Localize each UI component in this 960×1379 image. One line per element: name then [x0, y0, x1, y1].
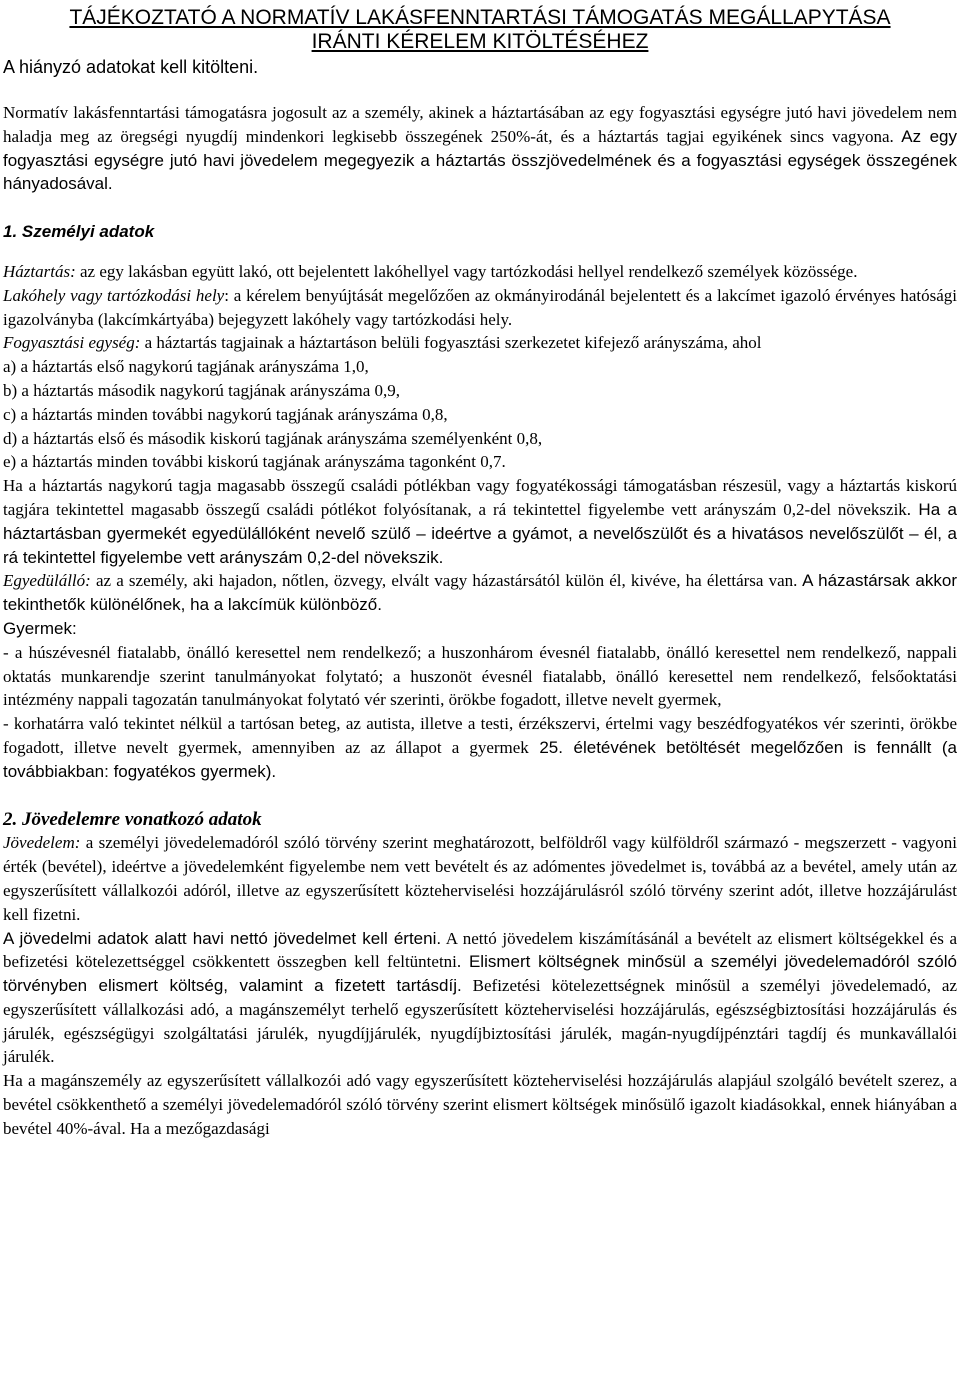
hazt-definition [3, 260, 957, 284]
jov-p3b: Ha a mezőgazdasági [125, 1118, 270, 1138]
jov-p3a: Ha a magánszemély az egyszerűsített vállalkozói adó vagy egyszerűsített közteherviselési hozzájárulás alapjául szolgáló bevételt szerez, a bevétel csökkenthető a személyi jövedelemadóról szóló törvény szerint elismert költségek minősülő igazolt kiadásokkal, ennek hiányában a bevétel 40%-ával. [3, 1071, 957, 1138]
egyed-text-2: A házastársak akkor tekinthetők különélőnek, ha a lakcímük különböző. [3, 571, 957, 615]
jov-paragraph-3 [3, 1069, 957, 1140]
jov-definition [3, 831, 957, 926]
fogy-list-item: a) a háztartás első nagykorú tagjának arányszáma 1,0, [3, 357, 369, 377]
jov-term: Jövedelem: [3, 833, 81, 853]
lakohely-term: Lakóhely vagy tartózkodási hely [3, 285, 225, 305]
hazt-text: az egy lakásban együtt lakó, ott bejelentett lakóhellyel vagy tartózkodási hellyel rendelkező személyek közössége. [75, 261, 858, 281]
egyed-text: az a személy, aki hajadon, nőtlen, özvegy, elvált vagy házastársától külön él, kivéve, ha élettársa van. [90, 571, 798, 591]
section-1-heading: 1. Személyi adatok [3, 222, 155, 242]
spacer [3, 244, 957, 260]
fogy-list-item: e) a háztartás minden további kiskorú tagjának arányszáma tagonként 0,7. [3, 452, 506, 472]
document-body [3, 101, 957, 1141]
intro-paragraph [3, 101, 957, 196]
intro-text-2: Az egy fogyasztási egységre jutó havi jövedelem megegyezik a háztartás összjövedelmének és a fogyasztási egységek összegének hányadosával. [3, 126, 957, 194]
fogy-extra-2: Ha a háztartásban gyermekét egyedülállóként nevelő szülő – ideértve a gyámot, a nevelőszülőt és a hivatásos nevelőszülőt – él, a rá tekintettel figyelembe vett arányszám 0,2-del növekszik. [3, 499, 957, 567]
gyermek-item-1: - a húszévesnél fiatalabb, önálló keresettel nem rendelkező; a huszonhárom évesnél fiatalabb, önálló keresettel nem rendelkező, nappali oktatás munkarendje szerint tanulmányokat folytató; a huszonöt évesnél fiatalabb, önálló keresettel nem rendelkező, felsőoktatási intézmény nappali tagozatán tanulmányokat folytató vér szerinti, örökbe fogadott, illetve nevelt gyermek, [3, 642, 957, 710]
lakohely-text: : a kérelem benyújtását megelőzően az okmányirodánál bejelentett és a lakcímet igazoló érvényes hatósági igazolványba (lakcímkártyába) bejegyzett lakóhely vagy tartózkodási hely. [3, 285, 957, 329]
fogy-extra-1: Ha a háztartás nagykorú tagja magasabb összegű családi pótlékban vagy fogyatékossági támogatásban részesül, vagy a háztartás kiskorú tagjára tekintettel magasabb összegű családi pótlékot folyósítanak, a rá tekintettel figyelembe vett arányszám 0,2-del növekszik. [3, 476, 957, 519]
gyermek-item-2b: 25. életévének betöltését megelőzően is fennállt (a továbbiakban: fogyatékos gyermek). [3, 737, 957, 781]
fogy-term: Fogyasztási egység: [3, 333, 141, 353]
egyed-term: Egyedülálló: [3, 571, 91, 591]
jov-paragraph-2 [3, 927, 957, 1070]
fogy-extra-paragraph [3, 474, 957, 569]
document-title [3, 6, 957, 54]
fogy-definition [3, 331, 957, 355]
gyermek-label: Gyermek: [3, 618, 77, 638]
fogy-list-item: c) a háztartás minden további nagykorú tagjának arányszáma 0,8, [3, 404, 448, 424]
hazt-term: Háztartás: [3, 261, 76, 281]
jov-p2c: Elismert költségnek minősül a személyi jövedelemadóról szóló törvényben elismert költség, valamint a fizetett tartásdíj. [3, 952, 957, 996]
fogy-list-item: d) a háztartás első és második kiskorú tagjának arányszáma személyenként 0,8, [3, 428, 543, 448]
fogy-list-item: b) a háztartás második nagykorú tagjának arányszáma 0,9, [3, 380, 400, 400]
gyermek-item-2a: - korhatárra való tekintet nélkül a tartósan beteg, az autista, illetve a testi, érzékszervi, értelmi vagy beszédfogyatékos vér szerinti, örökbe fogadott, illetve nevelt gyermek, amennyiben az az állapot a gyermek [3, 714, 957, 757]
title-line-1: TÁJÉKOZTATÓ A NORMATÍV LAKÁSFENNTARTÁSI TÁMOGATÁS MEGÁLLAPYTÁSA [69, 6, 891, 29]
gyermek-item-2 [3, 712, 957, 783]
egyed-definition [3, 569, 957, 617]
intro-text-1: Normatív lakásfenntartási támogatásra jogosult az a személy, akinek a háztartásában az egy fogyasztási egységre jutó havi jövedelem nem haladja meg az öregségi nyugdíj mindenkori legkisebb összegének 250%-át, és a háztartás tagjai egyikének sincs vagyona. [3, 103, 957, 146]
spacer [3, 196, 957, 220]
fogy-text: a háztartás tagjainak a háztartáson belüli fogyasztási szerkezetet kifejező arányszáma, ahol [140, 333, 762, 353]
lakohely-definition [3, 284, 957, 332]
jov-text: a személyi jövedelemadóról szóló törvény szerint meghatározott, belföldről vagy külföldről származó - megszerzett - vagyoni érték (bevétel), ideértve a jövedelemként figyelembe nem vett bevételt és az adómentes jövedelmet is, továbbá az a bevétel, amely után az egyszerűsített vállalkozói adóról, illetve az egyszerűsített közteherviselési hozzájárulásról szóló törvény szerint adót, illetve hozzájárulást kell fizetni. [3, 833, 957, 924]
jov-p2a: A jövedelmi adatok alatt havi nettó jövedelmet kell érteni. [3, 928, 442, 948]
jov-p2b: A nettó jövedelem kiszámításánál a bevételt az elismert költségekkel és a befizetési kötelezettséggel csökkentett összegben kell feltüntetni. [3, 928, 957, 972]
section-2-heading: 2. Jövedelemre vonatkozó adatok [3, 808, 262, 830]
spacer [3, 784, 957, 808]
title-line-2: IRÁNTI KÉRELEM KITÖLTÉSÉHEZ [311, 30, 649, 53]
fill-in-note: A hiányzó adatokat kell kitölteni. [3, 57, 259, 77]
jov-p2d: Befizetési kötelezettségnek minősül a személyi jövedelemadó, az egyszerűsített vállalkozási adó, a magánszemélyt terhelő egyszerűsített közteherviselési hozzájárulás, egészségbiztosítási hozzájárulás és járulék, egészségügyi szolgáltatási járulék, nyugdíjjárulék, nyugdíjbiztosítási járulék, magán-nyugdíjpénztári tagdíj és munkavállalói járulék. [3, 976, 957, 1067]
